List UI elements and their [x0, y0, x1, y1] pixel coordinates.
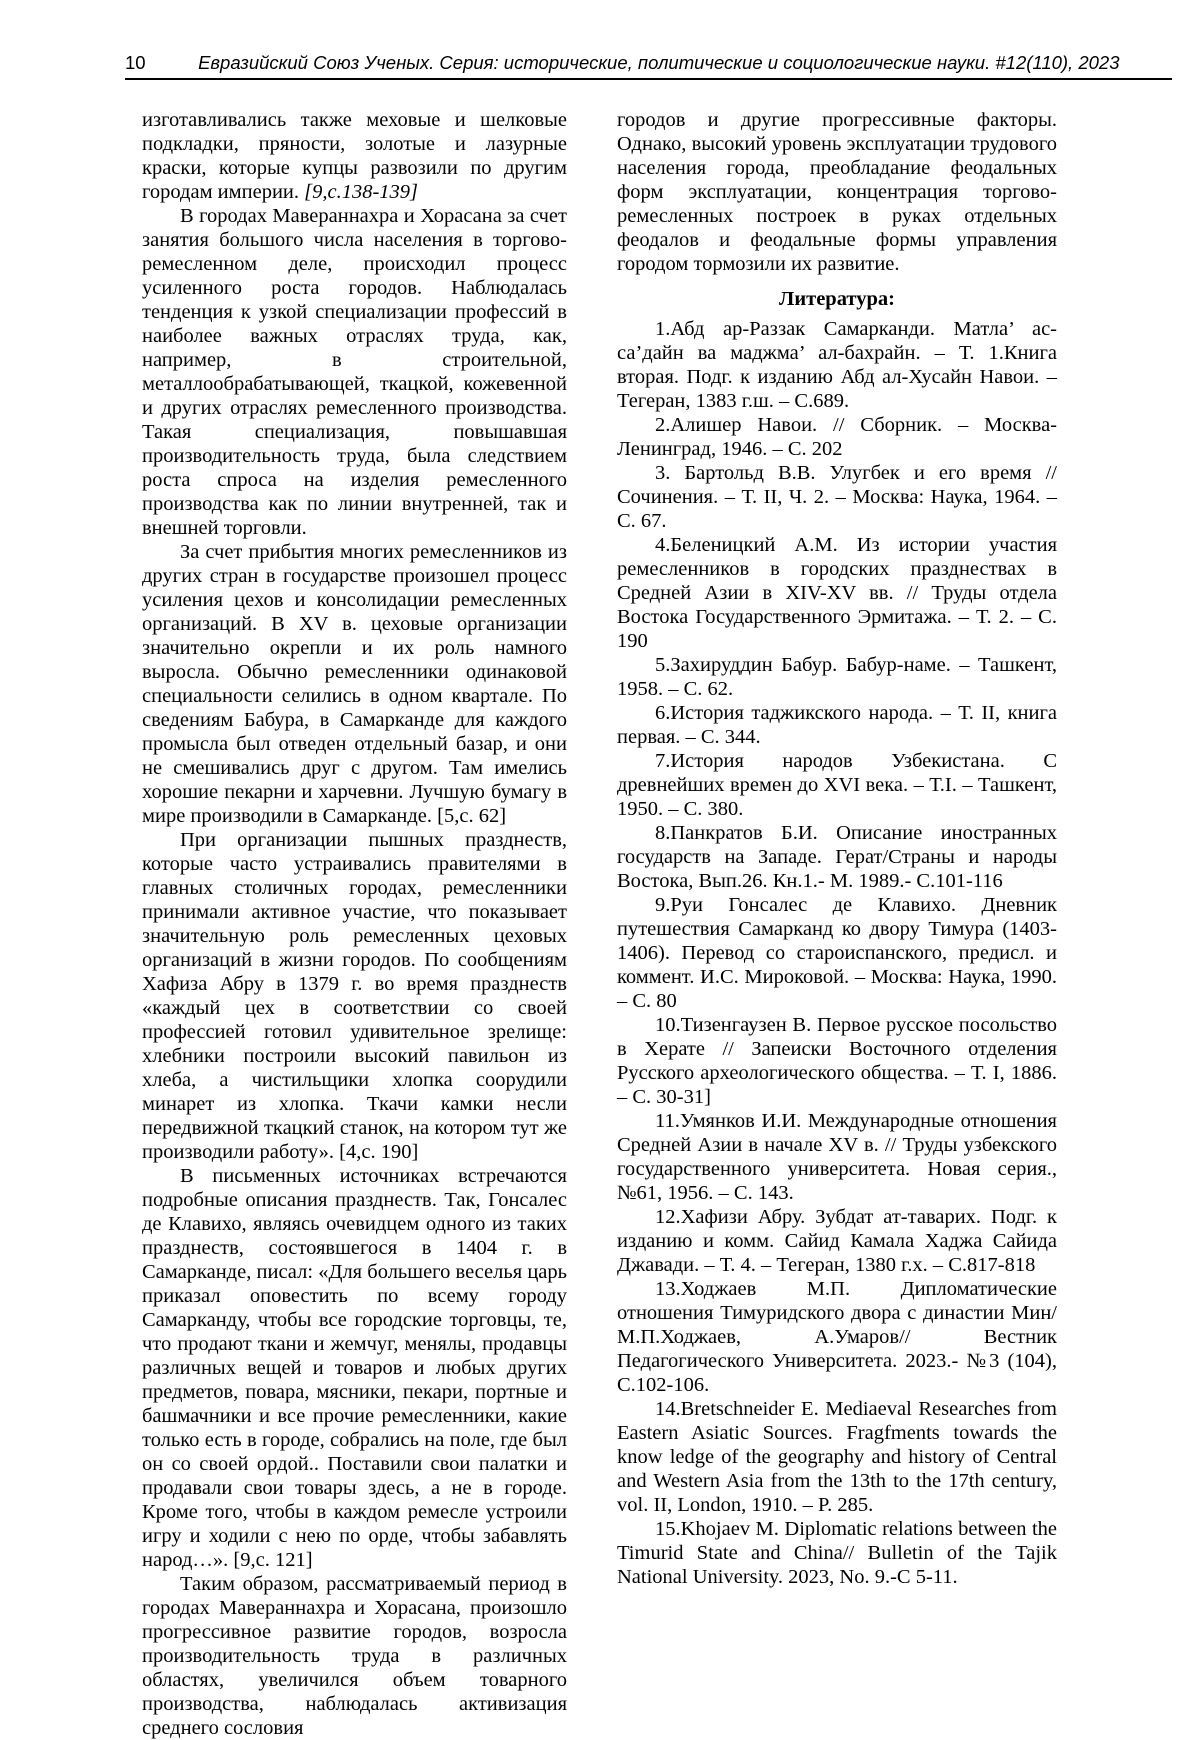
citation: [9,с.138-139]: [304, 181, 419, 203]
reference-item: 6.История таджикского народа. – Т. II, книга первая. – С. 344.: [617, 702, 1057, 748]
reference-item: 7.История народов Узбекистана. С древнейших времен до XVI века. – Т.I. – Ташкент, 1950. – С. 380.: [617, 750, 1057, 820]
paragraph: За счет прибытия многих ремесленников из других стран в государстве произошел процесс усиления цехов и консолидации ремесленных организаций. В XV в. цеховые организации значительно окрепли и их роль намного выросла. Обычно ремесленники одинаковой специальности селились в одном квартале. По сведениям Бабура, в Самарканде для каждого промысла был отведен отдельный базар, и они не смешивались друг с другом. Там имелись хорошие пекарни и харчевни. Лучшую бумагу в мире производили в Самарканде. [5,с. 62]: [142, 541, 567, 827]
paragraph: Таким образом, рассматриваемый период в городах Мавераннахра и Хорасана, произошло прогрессивное развитие городов, возросла производительность труда в различных областях, увеличился объем товарного производства, наблюдалась активизация среднего сословия: [142, 1573, 567, 1739]
left-column: [142, 108, 567, 1740]
paragraph: [142, 108, 567, 204]
reference-item: 11.Умянков И.И. Международные отношения Средней Азии в начале XV в. // Труды узбекского государственного университета. Новая серия., №61, 1956. – С. 143.: [617, 1110, 1057, 1204]
reference-item: 10.Тизенгаузен В. Первое русское посольство в Херате // Запеиски Восточного отделения Русского археологического общества. – Т. I, 1886. – С. 30-31]: [617, 1014, 1057, 1108]
running-header: [125, 52, 1172, 80]
reference-item: 5.Захируддин Бабур. Бабур-наме. – Ташкент, 1958. – С. 62.: [617, 654, 1057, 700]
reference-item: 12.Хафизи Абру. Зубдат ат-таварих. Подг. к изданию и комм. Сайид Камала Хаджа Сайида Джавади. – Т. 4. – Тегеран, 1380 г.х. – С.817-818: [617, 1206, 1057, 1276]
journal-header-title: Евразийский Союз Ученых. Серия: исторические, политические и социологические науки. #12(110), 2023: [198, 52, 1120, 73]
paragraph: В городах Мавераннахра и Хорасана за счет занятия большого числа населения в торгово-ремесленном деле, происходил процесс усиленного роста городов. Наблюдалась тенденция к узкой специализации профессий в наиболее важных отраслях труда, как, например, в строительной, металлообрабатывающей, ткацкой, кожевенной и других отраслях ремесленного производства. Такая специализация, повышавшая производительность труда, была следствием роста спроса на изделия ремесленного производства как по линии внутренней, так и внешней торговли.: [142, 205, 567, 539]
paragraph: В письменных источниках встречаются подробные описания празднеств. Так, Гонсалес де Клавихо, являясь очевидцем одного из таких празднеств, состоявшегося в 1404 г. в Самарканде, писал: «Для большего веселья царь приказал оповестить по всему городу Самарканду, чтобы все городские торговцы, те, что продают ткани и жемчуг, менялы, продавцы различных вещей и товаров и любых других предметов, повара, мясники, пекари, портные и башмачники и все прочие ремесленники, какие только есть в городе, собрались на поле, где был он со своей ордой.. Поставили свои палатки и продавали свои товары здесь, а не в городе. Кроме того, чтобы в каждом ремесле устроили игру и ходили с нею по орде, чтобы забавлять народ…». [9,с. 121]: [142, 1165, 567, 1571]
page-number: 10: [125, 52, 146, 73]
paragraph: городов и другие прогрессивные факторы. Однако, высокий уровень эксплуатации трудового населения города, преобладание феодальных форм эксплуатации, концентрация торгово-ремесленных построек в руках отдельных феодалов и феодальные формы управления городом тормозили их развитие.: [617, 109, 1057, 275]
paragraph: При организации пышных празднеств, которые часто устраивались правителями в главных столичных городах, ремесленники принимали активное участие, что показывает значительную роль ремесленных цеховых организаций в жизни городов. По сообщениям Хафиза Абру в 1379 г. во время празднеств «каждый цех в соответствии со своей профессией готовил удивительное зрелище: хлебники построили высокий павильон из хлеба, а чистильщики хлопка соорудили минарет из хлопка. Ткачи камки несли передвижной ткацкий станок, на котором тут же производили работу». [4,с. 190]: [142, 829, 567, 1163]
right-column: [617, 108, 1057, 1740]
reference-item: 14.Bretschneider E. Mediaeval Researches from Eastern Asiatic Sources. Fragfments towards the know ledge of the geography and history of Central and Western Asia from the 13th to the 17th century, vol. II, London, 1910. – P. 285.: [617, 1398, 1057, 1516]
reference-item: 9.Руи Гонсалес де Клавихо. Дневник путешествия Самарканд ко двору Тимура (1403-1406). Перевод со староиспанского, предисл. и коммент. И.С. Мироковой. – Москва: Наука, 1990. – С. 80: [617, 894, 1057, 1012]
two-column-text-area: [142, 108, 1057, 1740]
reference-item: 1.Абд ар-Раззак Самарканди. Матла’ ас-са’дайн ва маджма’ ал-бахрайн. – Т. 1.Книга вторая. Подг. к изданию Абд ал-Хусайн Навои. – Тегеран, 1383 г.ш. – С.689.: [617, 318, 1057, 412]
reference-item: 2.Алишер Навои. // Сборник. – Москва-Ленинград, 1946. – С. 202: [617, 414, 1057, 460]
reference-item: 15.Khojaev M. Diplomatic relations between the Timurid State and China// Bulletin of the Tajik National University. 2023, No. 9.-C 5-11.: [617, 1518, 1057, 1588]
reference-item: 4.Беленицкий А.М. Из истории участия ремесленников в городских празднествах в Средней Азии в XIV-XV вв. // Труды отдела Востока Государственного Эрмитажа. – Т. 2. – С. 190: [617, 534, 1057, 652]
reference-item: 3. Бартольд В.В. Улугбек и его время // Сочинения. – Т. II, Ч. 2. – Москва: Наука, 1964. – С. 67.: [617, 462, 1057, 532]
reference-item: 13.Ходжаев М.П. Дипломатические отношения Тимуридского двора с династии Мин/ М.П.Ходжаев, А.Умаров// Вестник Педагогического Университета. 2023.- №3 (104), С.102-106.: [617, 1278, 1057, 1396]
reference-item: 8.Панкратов Б.И. Описание иностранных государств на Западе. Герат/Страны и народы Востока, Вып.26. Кн.1.- М. 1989.- С.101-116: [617, 822, 1057, 892]
literature-heading: Литература:: [779, 288, 895, 310]
paragraph-text: изготавливались также меховые и шелковые подкладки, пряности, золотые и лазурные краски, которые купцы развозили по другим городам империи.: [142, 109, 567, 203]
